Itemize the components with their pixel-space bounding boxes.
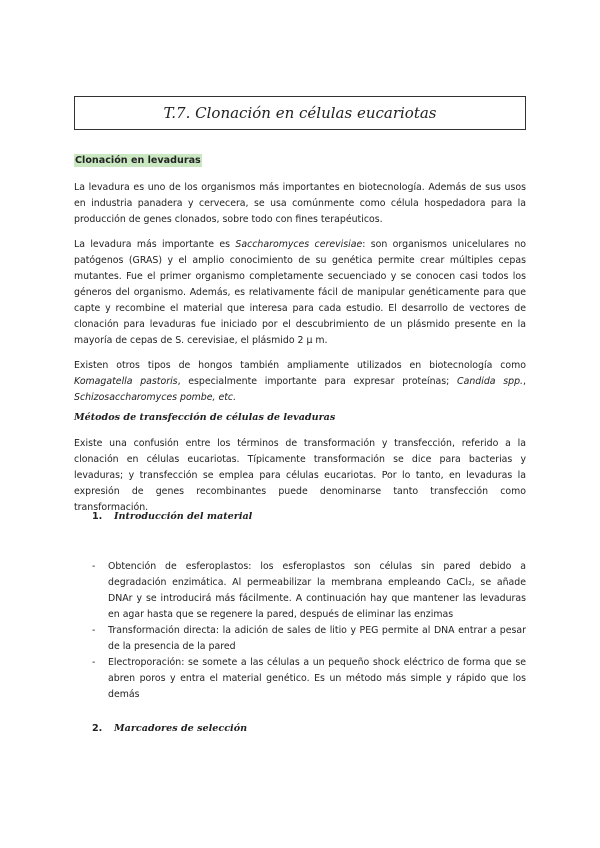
species-name: Komagatella pastoris — [74, 376, 178, 387]
item-label: Marcadores de selección — [114, 723, 248, 734]
paragraph-other-fungi — [74, 358, 526, 406]
bullet-dash: - — [92, 625, 96, 636]
bullet-dash: - — [92, 657, 96, 668]
page-title: T.7. Clonación en células eucariotas — [163, 104, 437, 122]
item-label: Introducción del material — [114, 511, 253, 522]
bullet-text: Transformación directa: la adición de sales de litio y PEG permite al DNA entrar a pesar de la presencia de la pared — [108, 625, 526, 652]
bullet-text: Obtención de esferoplastos: los esferoplastos son células sin pared debido a degradación enzimática. Al permeabilizar la membrana empleando CaCl₂, se añade DNAr y se introducirá más fácilmente. A continuación hay que mantener las levaduras en agar hasta que se regenere la pared, después de eliminar las enzimas — [108, 561, 526, 620]
species-name: Saccharomyces cerevisiae — [235, 239, 363, 250]
paragraph-saccharomyces — [74, 237, 526, 349]
text-run: , especialmente importante para expresar proteínas; — [177, 376, 458, 387]
bullet-text: Electroporación: se somete a las células a un pequeño shock eléctrico de forma que se abren poros y entra el material genético. Es un método más simple y rápido que los demás — [108, 657, 526, 700]
section-heading-levaduras: Clonación en levaduras — [75, 155, 201, 166]
bullet-item — [92, 559, 526, 623]
item-number: 1. — [92, 511, 103, 522]
text-run: : son organismos unicelulares no patógenos (GRAS) y el amplio conocimiento de su genética permite crear múltiples cepas mutantes. Fue el primer organismo completamente secuenciado y se conocen casi todos los géneros del organismo. Además, es relativamente fácil de manipular genéticamente para que capte y recombine el material que interesa para cada estudio. El desarrollo de vectores de clonación para levaduras fue iniciado por el descubrimiento de un plásmido presente en la mayoría de cepas de S. cerevisiae, el plásmido 2 µ m. — [74, 239, 526, 346]
text-run: , — [523, 376, 526, 387]
species-name: Schizosaccharomyces pombe, etc. — [74, 392, 237, 403]
subheading-transfection-methods: Métodos de transfección de células de levaduras — [74, 412, 336, 423]
paragraph-intro: La levadura es uno de los organismos más importantes en biotecnología. Además de sus usos en industria panadera y cervecera, se usa comúnmente como célula hospedadora para la producción de genes clonados, sobre todo con fines terapéuticos. — [74, 182, 526, 225]
numbered-heading-1 — [92, 511, 252, 522]
species-name: Candida spp. — [457, 376, 524, 387]
bullet-dash: - — [92, 561, 96, 572]
bullet-item — [92, 655, 526, 703]
title-box — [74, 96, 526, 130]
text-run: La levadura más importante es — [74, 239, 236, 250]
numbered-heading-2 — [92, 723, 247, 734]
text-run: Existen otros tipos de hongos también ampliamente utilizados en biotecnología como — [74, 360, 526, 371]
item-number: 2. — [92, 723, 103, 734]
paragraph-transfection: Existe una confusión entre los términos de transformación y transfección, referido a la clonación en células eucariotas. Típicamente transformación se dice para bacterias y levaduras; y transfección se emplea para células eucariotas. Por lo tanto, en levaduras la expresión de genes recombinantes puede denominarse tanto transfección como transformación. — [74, 438, 526, 513]
bullet-item — [92, 623, 526, 655]
